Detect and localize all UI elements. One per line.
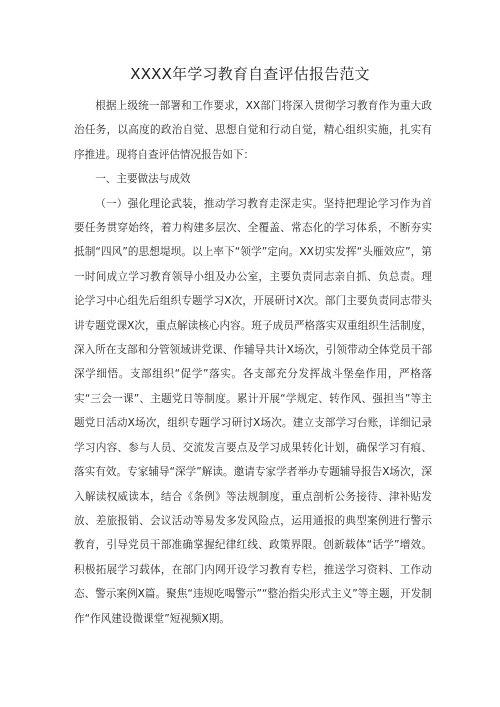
section-heading: 一、主要做法与成效 xyxy=(95,173,191,186)
document-body xyxy=(74,94,432,631)
intro-paragraph: 根据上级统一部署和工作要求，XX部门将深入贯彻学习教育作为重大政治任务，以高度的政治自觉、思想自觉和行动自觉，精心组织实施，扎实有序推进。现将自查评估情况报告如下： xyxy=(74,100,432,161)
document-title: XXXX年学习教育自查评估报告范文 xyxy=(130,65,370,83)
body-paragraph: （一）强化理论武装，推动学习教育走深走实。坚持把理论学习作为首要任务贯穿始终，着力构建多层次、全覆盖、常态化的学习体系，不断夯实抵制“四风”的思想堤坝。以上率下“领学”定向。XX切实发挥“头雁效应”，第一时间成立学习教育领导小组及办公室，主要负责同志亲自抓、负总责。理论学习中心组先后组织专题学习X次，开展研讨X次。部门主要负责同志带头讲专题党课X次，重点解读核心内容。班子成员严格落实双重组织生活制度，深入所在支部和分管领域讲党课、作辅导共计X场次，引领带动全体党员干部深学细悟。支部组织“促学”落实。各支部充分发挥战斗堡垒作用，严格落实“三会一课”、主题党日等制度。累计开展“学规定、转作风、强担当”等主题党日活动X场次，组织专题学习研讨X场次。建立支部学习台账，详细记录学习内容、参与人员、交流发言要点及学习成果转化计划，确保学习有痕、落实有效。专家辅导“深学”解读。邀请专家学者举办专题辅导报告X场次，深入解读权威读本，结合《条例》等法规制度，重点剖析公务接待、津补贴发放、差旅报销、会议活动等易发多发风险点，运用通报的典型案例进行警示教育，引导党员干部准确掌握纪律红线、政策界限。创新载体“话学”增效。积极拓展学习载体，在部门内网开设学习教育专栏，推送学习资料、工作动态、警示案例X篇。聚焦“违规吃喝警示”“整治指尖形式主义”等主题，开发制作“作风建设微课堂”短视频X期。 xyxy=(74,197,432,625)
